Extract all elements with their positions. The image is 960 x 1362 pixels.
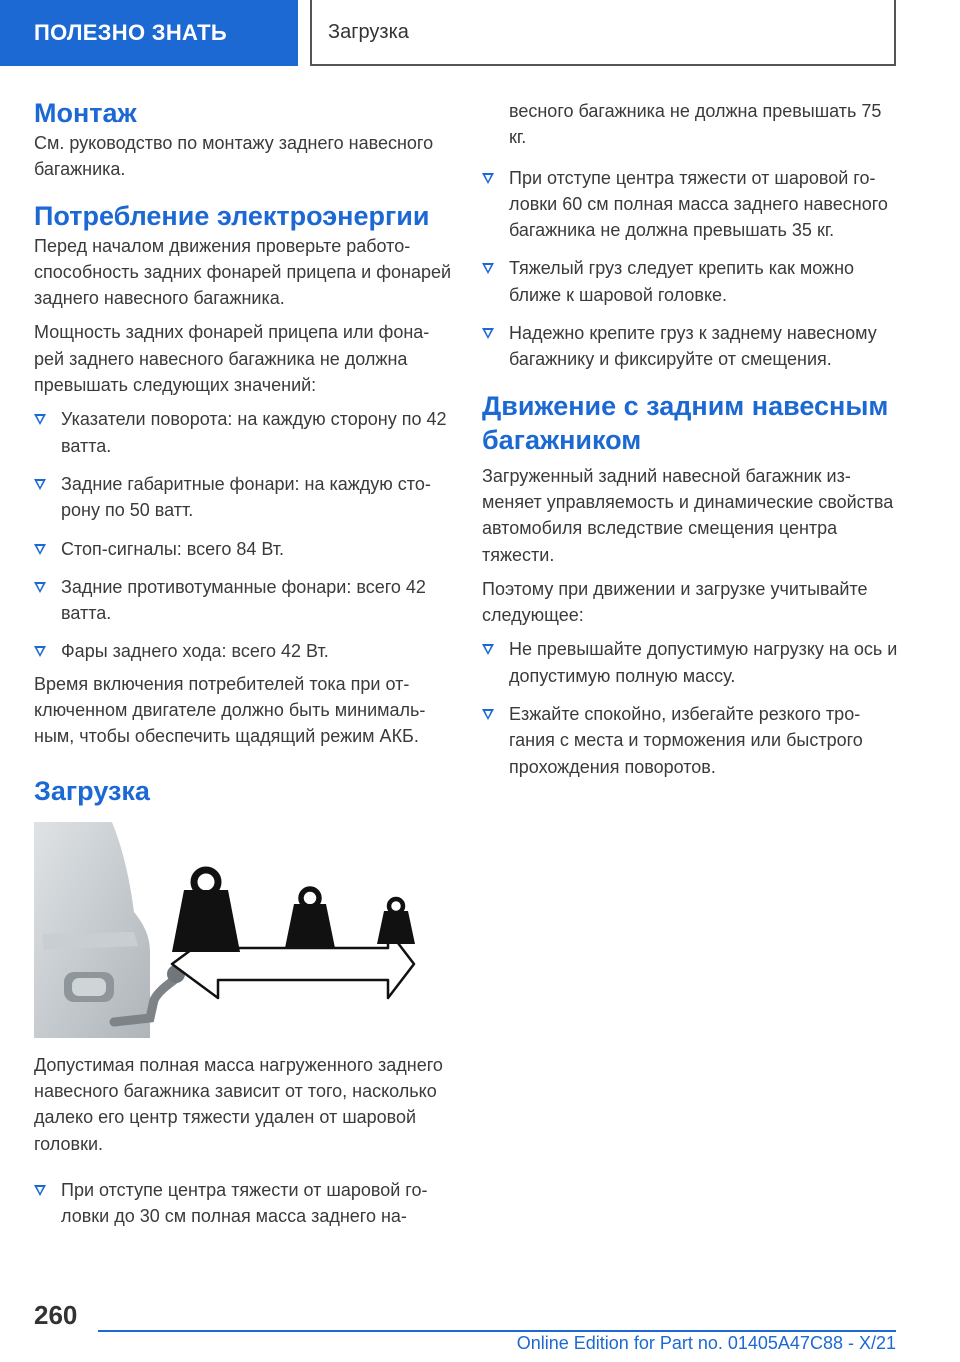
list-item: Фары заднего хода: всего 42 Вт. bbox=[34, 638, 452, 664]
drive-list bbox=[482, 636, 900, 779]
footer-divider bbox=[98, 1330, 896, 1332]
list-item: Задние противотуманные фонари: всего 42 ватта. bbox=[34, 574, 452, 627]
weight-medium-icon bbox=[285, 889, 335, 948]
power-paragraph-1: Перед началом движения проверьте работоспособность задних фонарей прицепа и фонарей заднего навесного багажника. bbox=[34, 235, 452, 309]
right-column bbox=[482, 98, 900, 792]
power-limits-list bbox=[34, 406, 452, 664]
chapter-tab: ПОЛЕЗНО ЗНАТЬ bbox=[0, 0, 298, 66]
montage-text: См. руководство по монтажу заднего навесного багажника. bbox=[34, 133, 434, 180]
list-item: Стоп-сигналы: всего 84 Вт. bbox=[34, 536, 452, 562]
weight-large-icon bbox=[172, 870, 240, 952]
towbar-weights-diagram bbox=[34, 822, 446, 1038]
bullet-triangle-icon bbox=[482, 173, 494, 184]
heading-montage: Монтаж bbox=[34, 98, 137, 128]
list-item: При отступе центра тяжести от шаровой головки до 30 см полная масса заднего на- bbox=[34, 1177, 452, 1230]
weight-small-icon bbox=[377, 899, 415, 944]
load-paragraph-1: Допустимая полная масса нагруженного заднего навесного багажника зависит от того, насколько далеко его центр тяжести удален от шаровой головки. bbox=[34, 1054, 443, 1154]
heading-power: Потребление электроэнергии bbox=[34, 200, 430, 231]
bullet-triangle-icon bbox=[34, 582, 46, 593]
load-distance-illustration bbox=[34, 822, 446, 1038]
bullet-triangle-icon bbox=[34, 1185, 46, 1196]
load-list-start bbox=[34, 1177, 452, 1230]
drive-paragraph-1: Загруженный задний навесной багажник изменяет управляемость и динамические свойства автомобиля вследствие смещения центра тяжести. bbox=[482, 465, 894, 565]
list-item: Надежно крепите груз к заднему навесному багажнику и фиксируйте от смещения. bbox=[482, 320, 900, 373]
bullet-triangle-icon bbox=[34, 414, 46, 425]
heading-loading: Загрузка bbox=[34, 775, 150, 806]
power-paragraph-3: Время включения потребителей тока при отключенном двигателе должно быть минимальным, чтобы обеспечить щадящий режим АКБ. bbox=[34, 673, 426, 747]
list-item: При отступе центра тяжести от шаровой головки 60 см полная масса заднего навесного багажника не должна превышать 35 кг. bbox=[482, 165, 900, 244]
bullet-triangle-icon bbox=[482, 263, 494, 274]
load-list-continued bbox=[482, 165, 900, 373]
list-item: Тяжелый груз следует крепить как можно ближе к шаровой головке. bbox=[482, 255, 900, 308]
page-number: 260 bbox=[34, 1300, 78, 1330]
list-item: Не превышайте допустимую нагрузку на ось и допустимую полную массу. bbox=[482, 636, 900, 689]
bullet-triangle-icon bbox=[34, 479, 46, 490]
bullet-triangle-icon bbox=[482, 709, 494, 720]
car-rear-shape bbox=[34, 822, 150, 1038]
load-item-continuation: весного багажника не должна превышать 75 кг. bbox=[509, 101, 882, 148]
left-column bbox=[34, 96, 452, 1241]
bullet-triangle-icon bbox=[482, 644, 494, 655]
power-paragraph-2: Мощность задних фонарей прицепа или фонарей заднего навесного багажника не должна превышать следующих значений: bbox=[34, 322, 430, 396]
bullet-triangle-icon bbox=[34, 544, 46, 555]
bullet-triangle-icon bbox=[482, 328, 494, 339]
list-item: Езжайте спокойно, избегайте резкого трогания с места и торможения или быстрого прохождения поворотов. bbox=[482, 701, 900, 780]
heading-driving: Движение с задним навесным багажником bbox=[482, 390, 889, 455]
drive-paragraph-2: Поэтому при движении и загрузке учитывайте следующее: bbox=[482, 578, 868, 626]
edition-text: Online Edition for Part no. 01405A47C88 - X/21 bbox=[516, 1333, 896, 1353]
section-title: Загрузка bbox=[310, 0, 896, 66]
bullet-triangle-icon bbox=[34, 646, 46, 657]
list-item: Указатели поворота: на каждую сторону по 42 ватта. bbox=[34, 406, 452, 459]
list-item: Задние габаритные фонари: на каждую сторону по 50 ватт. bbox=[34, 471, 452, 524]
